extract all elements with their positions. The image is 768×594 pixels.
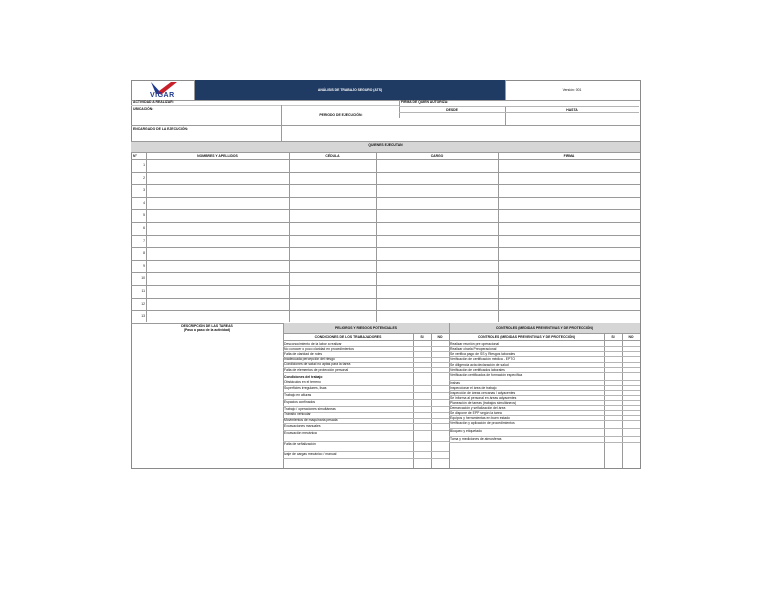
control-item: Toma y mediciones de atmosferas	[450, 436, 502, 441]
executor-row[interactable]	[131, 260, 640, 261]
hazard-work-item: Trabajo / operaciones simultáneas	[284, 406, 336, 411]
from-label: DESDE	[446, 108, 458, 112]
control-item: Se diligencia acta declaración de salud	[450, 362, 509, 367]
col-number: N°	[133, 154, 137, 158]
task-subtitle: (Paso a paso de la actividad)	[183, 328, 231, 332]
col-position: CARGO	[430, 154, 444, 158]
control-item: Verificación y aplicación de procedimientos	[450, 420, 515, 425]
executor-row-number: 7	[143, 238, 145, 243]
control-item: Verificación de certificación médica - EPTO	[450, 356, 515, 361]
control-yes-header: SI	[611, 335, 615, 339]
executor-row-number: 8	[143, 251, 145, 256]
logo-text: VIGAR	[150, 92, 175, 99]
executors-title: QUIENES EJECUTAN	[368, 143, 403, 147]
hazard-work-item: Espacios confinados	[284, 399, 316, 404]
col-id: CÉDULA	[325, 154, 340, 158]
executor-row-number: 12	[141, 301, 145, 306]
hazard-work-item: Trabajo en alturas	[284, 392, 312, 397]
executor-row[interactable]	[131, 298, 640, 299]
controls-header: CONTROLES (MEDIDAS PREVENTIVAS Y DE PROTECCIÓN)	[477, 335, 576, 339]
control-item: Verificación de certificados laborales	[450, 367, 505, 372]
executor-row[interactable]	[131, 310, 640, 311]
hazard-no-header: NO	[437, 335, 443, 339]
executor-row-number: 2	[143, 175, 145, 180]
hazard-work-item: Movimientos de maquinaria pesada	[284, 418, 338, 422]
hazard-worker-item: Inadecuada percepción del riesgo	[284, 357, 335, 362]
hazard-work-item: Superficies irregulares, lisas	[284, 385, 327, 390]
executor-row[interactable]	[131, 184, 640, 185]
task-title: DESCRIPCIÓN DE LAS TAREAS	[181, 324, 233, 328]
control-item: Se informa al personal en áreas adyacentes	[450, 395, 517, 400]
activity-label: ACTIVIDAD A REALIZAR:	[133, 100, 174, 104]
control-item: Verificación certificados de formación específica	[450, 372, 523, 377]
executor-row[interactable]	[131, 197, 640, 198]
executor-row-number: 10	[141, 276, 145, 281]
control-item: Inspeccionar el área de trabajo	[450, 385, 497, 390]
control-item: Se dispone de EPP según la tarea	[450, 410, 502, 415]
col-signature: FIRMA	[563, 154, 575, 158]
controls-title: CONTROLES (MEDIDAS PREVENTIVAS Y DE PROTECCIÓN)	[495, 326, 594, 330]
location-label: UBICACIÓN:	[133, 107, 154, 111]
control-item: Bloqueo y etiquetado	[450, 428, 482, 433]
period-label: PERIODO DE EJECUCIÓN:	[319, 113, 363, 117]
hazard-work-item: Excavaciones manuales	[284, 423, 321, 428]
executor-row-number: 6	[143, 226, 145, 230]
control-item: Equipos y herramientas en buen estado	[450, 415, 510, 420]
executor-row-number: 4	[143, 200, 145, 205]
form-title: ANÁLISIS DE TRABAJO SEGURO (ATS)	[317, 88, 383, 92]
control-item: Inspección de áreas cercanas / adyacentes	[450, 390, 516, 395]
executor-row[interactable]	[131, 247, 640, 248]
executor-row[interactable]	[131, 172, 640, 173]
control-item: Realizar charla Preoperacional	[450, 346, 497, 351]
work-conditions-header: Condiciones del trabajo	[284, 374, 323, 379]
to-label: HASTA	[566, 108, 578, 112]
control-item: Inshas	[450, 380, 460, 385]
version-text: Versión: 001	[562, 88, 582, 92]
hazard-worker-item: Condiciones de salud no aptas para la tarea	[284, 362, 351, 367]
executor-row-number: 11	[141, 289, 145, 293]
hazard-work-item: Tránsito vehicular	[284, 412, 311, 417]
hazard-work-item: Excavación mecánica	[284, 430, 317, 435]
hazard-worker-item: Falta de elementos de protección personal	[284, 367, 349, 372]
hazards-title: PELIGROS Y RIESGOS POTENCIALES	[334, 326, 398, 330]
workers-header: CONDICIONES DE LOS TRABAJADORES	[314, 335, 382, 339]
executor-row[interactable]	[131, 222, 640, 223]
hazard-work-item: Obstáculos en el terreno	[284, 380, 321, 385]
supervisor-label: ENCARGADO DE LA EJECUCIÓN:	[133, 127, 189, 131]
hazard-yes-header: SI	[420, 335, 424, 339]
hazard-work-item: Falta de señalización	[284, 441, 316, 446]
col-names: NOMBRES Y APELLIDOS	[197, 154, 238, 158]
executor-row-number: 5	[143, 213, 145, 218]
executor-row-number: 9	[143, 263, 145, 268]
executor-row-number: 1	[143, 163, 145, 167]
control-item: Planeación de tareas (trabajos simultáneos)	[450, 400, 517, 405]
hazard-work-item: Izaje de cargas mecánico / manual	[284, 451, 337, 456]
executor-row-number: 3	[143, 188, 145, 193]
executor-row[interactable]	[131, 209, 640, 210]
authorizer-label: FIRMA DE QUIEN AUTORIZA:	[401, 100, 449, 104]
control-item: Demarcación y señalización del área	[450, 405, 506, 410]
executor-row[interactable]	[131, 235, 640, 236]
ats-form-sheet	[131, 80, 640, 468]
control-no-header: NO	[628, 335, 634, 339]
executor-row-number: 13	[141, 314, 145, 319]
control-item: Se verifica pago de SS y Riesgos laborales	[450, 351, 516, 356]
hazard-worker-item: No conocer o poco claridad en procedimientos	[284, 346, 354, 351]
executor-row[interactable]	[131, 272, 640, 273]
hazard-worker-item: Falta de claridad de roles	[284, 351, 323, 356]
executor-row[interactable]	[131, 285, 640, 286]
control-item: Realizar reunión pre operacional	[450, 341, 500, 346]
hazard-worker-item: Desconocimiento de la labor a realizar	[284, 341, 342, 346]
